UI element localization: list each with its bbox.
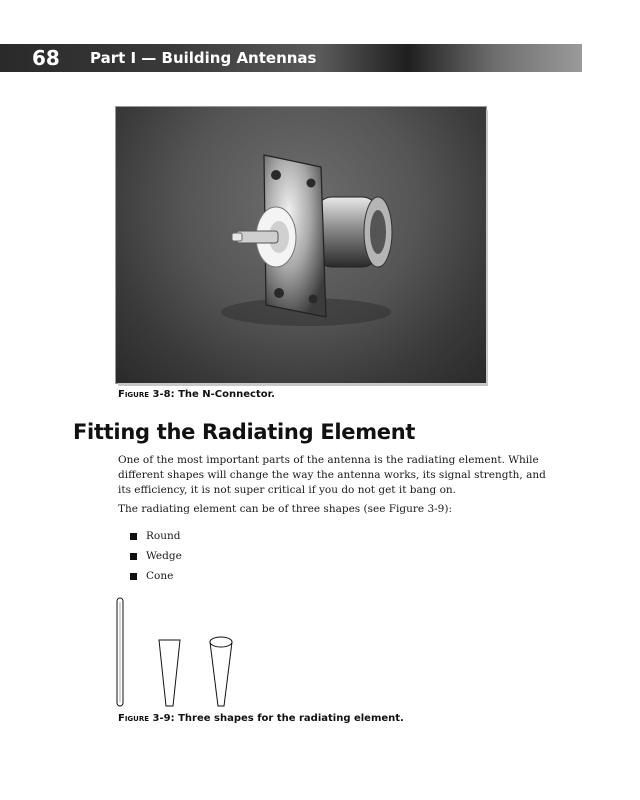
round-rod-shape (117, 598, 123, 706)
n-connector-illustration (116, 107, 486, 383)
figure-3-8-caption (118, 389, 275, 400)
figure-caption-text: The N-Connector. (178, 389, 275, 400)
shape-list (130, 526, 182, 586)
square-bullet-icon (130, 533, 137, 540)
list-item-label: Round (146, 530, 181, 542)
list-item (130, 526, 182, 546)
square-bullet-icon (130, 573, 137, 580)
square-bullet-icon (130, 553, 137, 560)
wedge-shape (159, 640, 180, 706)
list-item-label: Cone (146, 570, 174, 582)
list-item (130, 566, 182, 586)
radiating-element-shapes-diagram (112, 596, 252, 712)
figure-label: Figure 3-8: (118, 389, 175, 400)
page-header (0, 44, 582, 72)
page-number: 68 (32, 46, 60, 70)
cone-shape (210, 637, 232, 706)
n-connector-photo (116, 107, 486, 383)
figure-3-9-caption (118, 713, 404, 724)
list-item-label: Wedge (146, 550, 182, 562)
paragraph-shapes: The radiating element can be of three shapes (see Figure 3-9): (118, 503, 453, 515)
figure-label: Figure 3-9: (118, 713, 175, 724)
paragraph-intro: One of the most important parts of the antenna is the radiating element. While different shapes will change the way the antenna works, its signal strength, and its efficiency, it is not super critical if you do not get it bang on. (118, 454, 546, 496)
part-title: Part I — Building Antennas (90, 49, 317, 67)
list-item (130, 546, 182, 566)
figure-caption-text: Three shapes for the radiating element. (178, 713, 404, 724)
section-heading: Fitting the Radiating Element (73, 420, 416, 444)
